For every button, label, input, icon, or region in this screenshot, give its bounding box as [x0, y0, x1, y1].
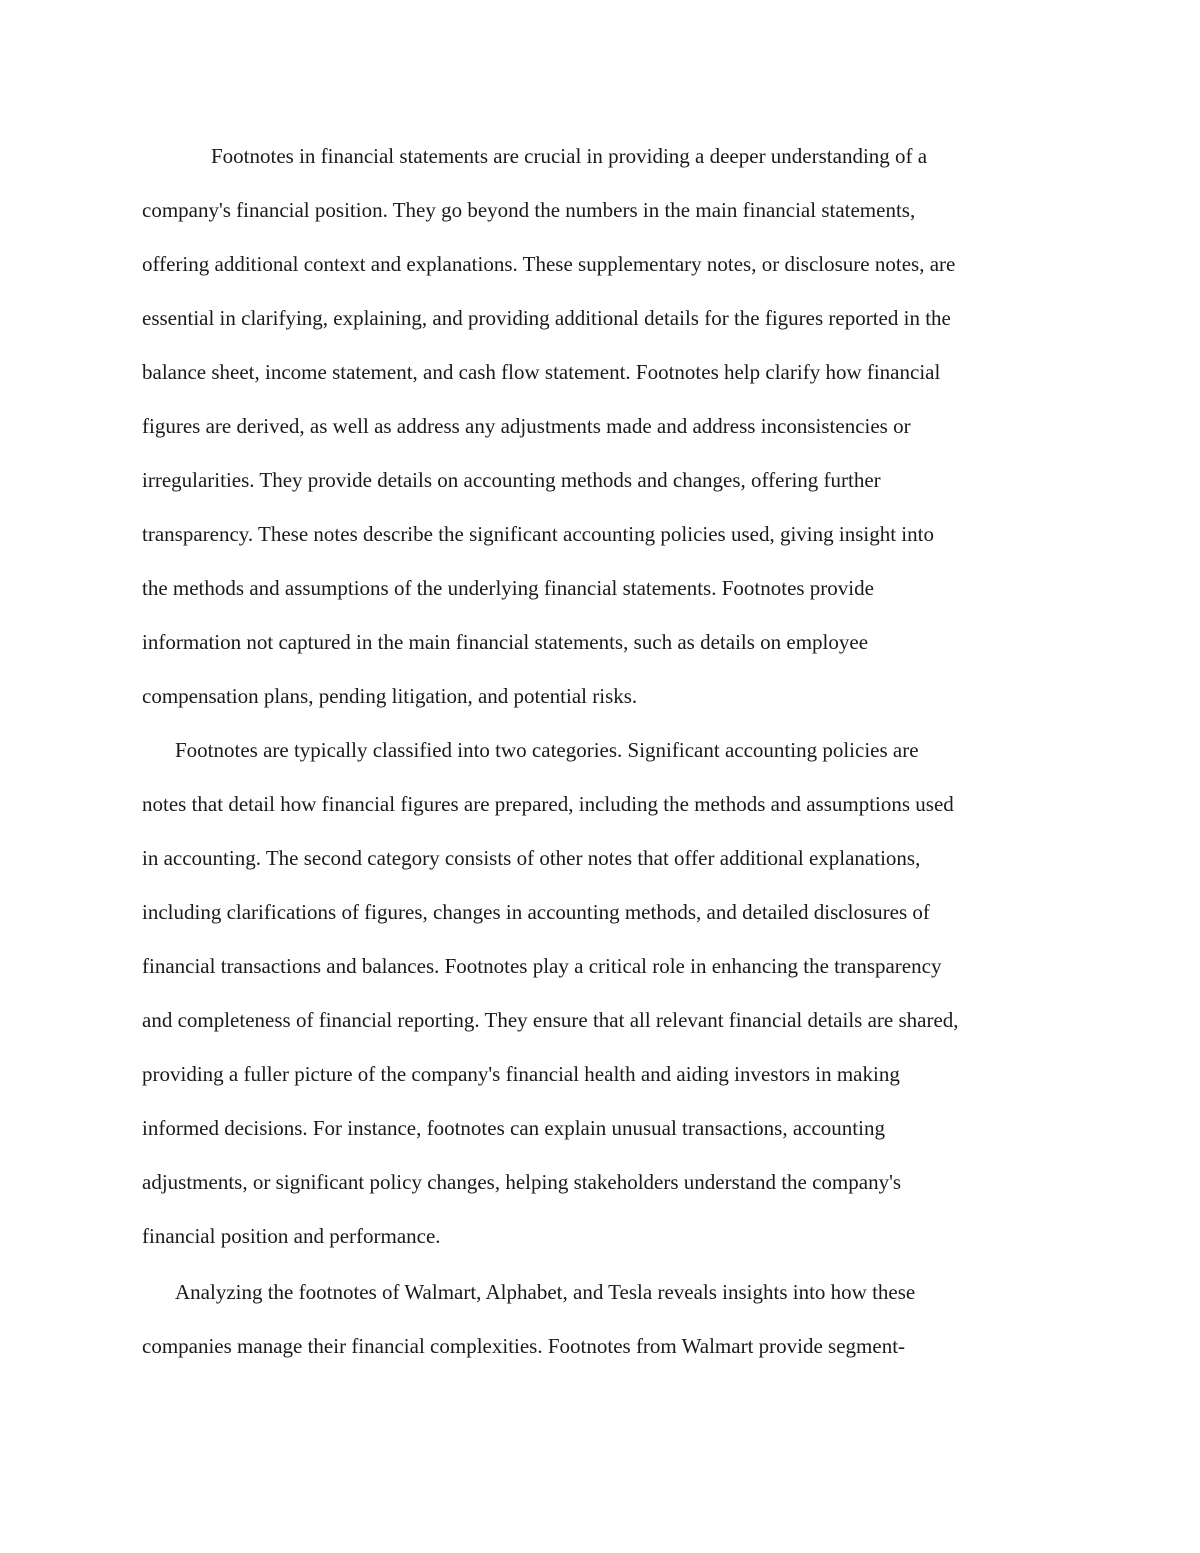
paragraph-line: providing a fuller picture of the company's financial health and aiding investors in making	[142, 1062, 900, 1086]
paragraph-line: essential in clarifying, explaining, and providing additional details for the figures reported in the	[142, 306, 951, 330]
paragraph-line: company's financial position. They go beyond the numbers in the main financial statements,	[142, 198, 916, 222]
paragraph-line: notes that detail how financial figures are prepared, including the methods and assumptions used	[142, 792, 954, 816]
paragraph-line: Footnotes are typically classified into two categories. Significant accounting policies are	[175, 738, 919, 762]
paragraph-line: adjustments, or significant policy changes, helping stakeholders understand the company's	[142, 1170, 902, 1194]
paragraph-line: transparency. These notes describe the significant accounting policies used, giving insight into	[142, 522, 934, 546]
paragraph-line: Footnotes in financial statements are crucial in providing a deeper understanding of a	[211, 144, 928, 168]
paragraph-line: informed decisions. For instance, footnotes can explain unusual transactions, accounting	[142, 1116, 885, 1140]
paragraph-line: balance sheet, income statement, and cash flow statement. Footnotes help clarify how financial	[142, 360, 941, 384]
paragraph-line: in accounting. The second category consists of other notes that offer additional explanations,	[142, 846, 921, 870]
paragraph-line: financial position and performance.	[142, 1224, 441, 1248]
paragraph-line: figures are derived, as well as address any adjustments made and address inconsistencies or	[142, 414, 911, 438]
paragraph-line: offering additional context and explanations. These supplementary notes, or disclosure notes, are	[142, 252, 956, 276]
paragraph-line: financial transactions and balances. Footnotes play a critical role in enhancing the transparency	[142, 954, 942, 978]
paragraph-line: and completeness of financial reporting. They ensure that all relevant financial details are shared,	[142, 1008, 959, 1032]
paragraph-line: the methods and assumptions of the underlying financial statements. Footnotes provide	[142, 576, 874, 600]
paragraph-line: Analyzing the footnotes of Walmart, Alphabet, and Tesla reveals insights into how these	[175, 1280, 916, 1304]
paragraph-line: companies manage their financial complexities. Footnotes from Walmart provide segment-	[142, 1334, 906, 1358]
paragraph-line: irregularities. They provide details on accounting methods and changes, offering further	[142, 468, 881, 492]
paragraph-line: compensation plans, pending litigation, and potential risks.	[142, 684, 638, 708]
paragraph-line: information not captured in the main financial statements, such as details on employee	[142, 630, 869, 654]
paragraph-line: including clarifications of figures, changes in accounting methods, and detailed disclosures of	[142, 900, 930, 924]
